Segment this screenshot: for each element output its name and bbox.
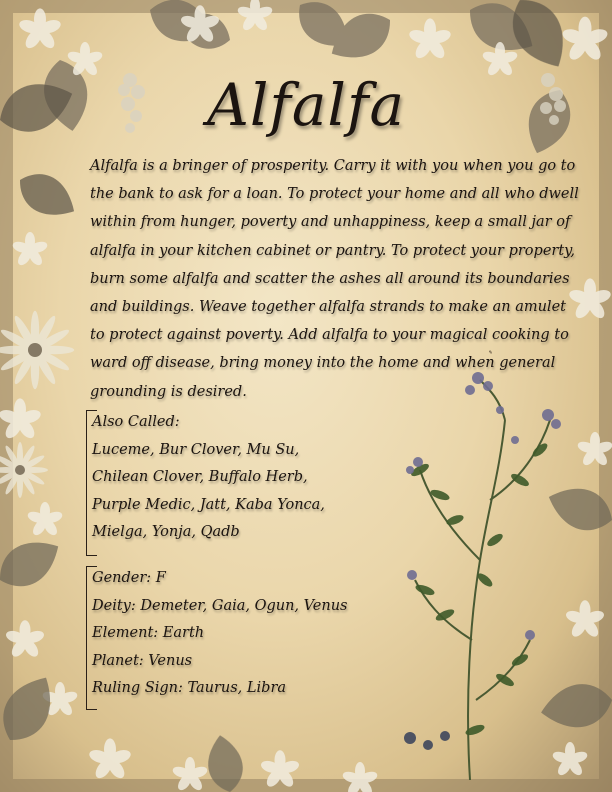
also-called-line: Luceme, Bur Clover, Mu Su, bbox=[92, 441, 300, 458]
page-title: Alfalfa bbox=[206, 71, 406, 139]
ruling-sign-line: Ruling Sign: Taurus, Libra bbox=[92, 680, 287, 696]
properties-section bbox=[92, 565, 422, 703]
gender-line: Gender: F bbox=[92, 570, 166, 586]
also-called-section bbox=[92, 409, 422, 547]
description-paragraph: Alfalfa is a bringer of prosperity. Carry it with you when you go to the bank to ask for a loan. To protect your home and all who dwell within from hunger, poverty and unhappiness, keep a small jar of alfalfa in your kitchen cabinet or pantry. To protect your property, burn some alfalfa and scatter the ashes all around its boundaries and buildings. Weave together alfalfa strands to make an amulet to protect against poverty. Add alfalfa to your magical cooking to ward off disease, bring money into the home and when general grounding is desired. bbox=[90, 158, 579, 400]
also-called-line: Purple Medic, Jatt, Kaba Yonca, bbox=[92, 496, 325, 513]
element-line: Element: Earth bbox=[92, 625, 205, 641]
deity-line: Deity: Demeter, Gaia, Ogun, Venus bbox=[92, 597, 348, 614]
also-called-heading: Also Called: bbox=[92, 414, 180, 430]
planet-line: Planet: Venus bbox=[92, 652, 193, 669]
also-called-line: Chilean Clover, Buffalo Herb, bbox=[92, 469, 308, 485]
also-called-line: Mielga, Yonja, Qadb bbox=[92, 524, 240, 540]
illustration-signature: ✎ bbox=[488, 350, 493, 356]
